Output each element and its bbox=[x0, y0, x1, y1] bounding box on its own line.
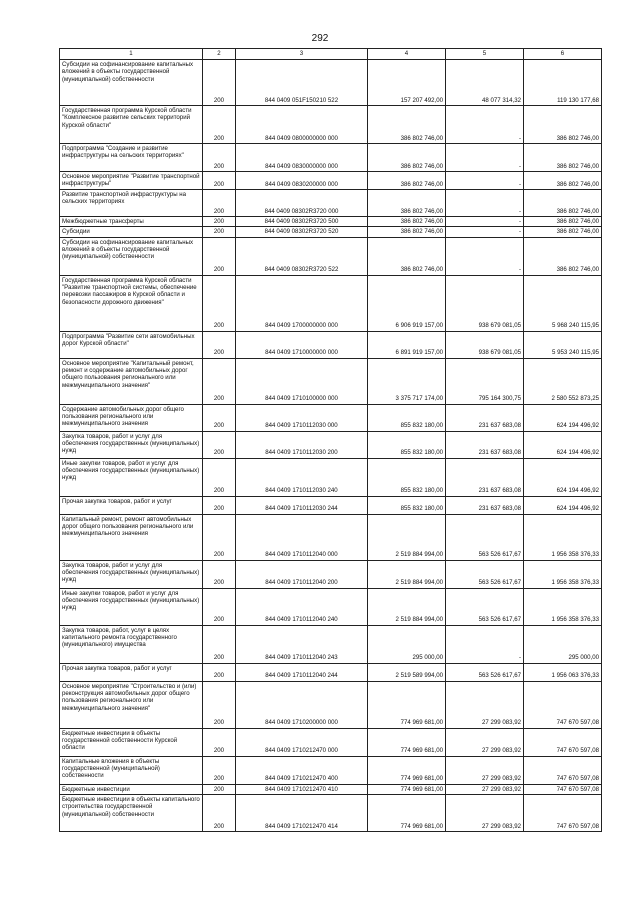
table-row bbox=[60, 190, 602, 217]
table-row bbox=[60, 514, 602, 560]
row-code-cell: 200 bbox=[203, 60, 236, 106]
row-approved-cell: 2 519 884 994,00 bbox=[368, 588, 446, 625]
row-approved-cell: 6 906 919 157,00 bbox=[368, 275, 446, 331]
table-row bbox=[60, 784, 602, 794]
row-remaining-cell: 5 968 240 115,95 bbox=[524, 275, 602, 331]
row-executed-cell: 48 077 314,32 bbox=[446, 60, 524, 106]
row-code-cell: 200 bbox=[203, 190, 236, 217]
row-classification-cell: 844 0409 1710212470 414 bbox=[236, 794, 368, 831]
row-remaining-cell: 119 130 177,68 bbox=[524, 60, 602, 106]
row-name-cell: Бюджетные инвестиции bbox=[60, 784, 203, 794]
row-code-cell: 200 bbox=[203, 217, 236, 227]
row-executed-cell: 231 637 683,08 bbox=[446, 431, 524, 458]
row-approved-cell: 6 891 919 157,00 bbox=[368, 331, 446, 358]
row-remaining-cell: 747 670 597,08 bbox=[524, 756, 602, 784]
row-name-cell: Основное мероприятие "Развитие транспортной инфраструктуры" bbox=[60, 172, 203, 190]
table-row bbox=[60, 794, 602, 831]
row-classification-cell: 844 0409 1710112040 240 bbox=[236, 588, 368, 625]
row-code-cell: 200 bbox=[203, 496, 236, 514]
table-row bbox=[60, 217, 602, 227]
row-name-cell: Подпрограмма "Создание и развитие инфраструктуры на сельских территориях" bbox=[60, 144, 203, 172]
table-row bbox=[60, 458, 602, 496]
row-executed-cell: 563 526 617,67 bbox=[446, 560, 524, 588]
row-classification-cell: 844 0409 1710112040 000 bbox=[236, 514, 368, 560]
row-name-cell: Иные закупки товаров, работ и услуг для обеспечения государственных (муниципальных) нужд bbox=[60, 588, 203, 625]
row-classification-cell: 844 0409 08302R3720 522 bbox=[236, 237, 368, 275]
row-name-cell: Прочая закупка товаров, работ и услуг bbox=[60, 496, 203, 514]
row-name-cell: Капитальный ремонт, ремонт автомобильных дорог общего пользования регионального или межмуниципального значения bbox=[60, 514, 203, 560]
row-name-cell: Государственная программа Курской области "Развитие транспортной системы, обеспечение перевозки пассажиров в Курской области и безопасности дорожного движения" bbox=[60, 275, 203, 331]
row-name-cell: Бюджетные инвестиции в объекты капитального строительства государственной (муниципальной) собственности bbox=[60, 794, 203, 831]
row-name-cell: Прочая закупка товаров, работ и услуг bbox=[60, 663, 203, 681]
row-approved-cell: 774 969 681,00 bbox=[368, 756, 446, 784]
row-code-cell: 200 bbox=[203, 514, 236, 560]
row-code-cell: 200 bbox=[203, 358, 236, 404]
table-row bbox=[60, 358, 602, 404]
row-remaining-cell: 624 194 496,92 bbox=[524, 404, 602, 431]
row-executed-cell: 563 526 617,67 bbox=[446, 514, 524, 560]
header-cell-5: 5 bbox=[446, 49, 524, 60]
row-code-cell: 200 bbox=[203, 784, 236, 794]
row-code-cell: 200 bbox=[203, 237, 236, 275]
row-executed-cell: 27 299 083,92 bbox=[446, 794, 524, 831]
row-name-cell: Закупка товаров, работ и услуг для обеспечения государственных (муниципальных) нужд bbox=[60, 431, 203, 458]
row-remaining-cell: 624 194 496,92 bbox=[524, 496, 602, 514]
table-row bbox=[60, 106, 602, 144]
row-classification-cell: 844 0409 1710212470 410 bbox=[236, 784, 368, 794]
row-approved-cell: 855 832 180,00 bbox=[368, 404, 446, 431]
row-executed-cell: 795 164 300,75 bbox=[446, 358, 524, 404]
row-classification-cell: 844 0409 1710212470 400 bbox=[236, 756, 368, 784]
row-executed-cell: - bbox=[446, 237, 524, 275]
row-remaining-cell: 1 956 358 376,33 bbox=[524, 560, 602, 588]
row-code-cell: 200 bbox=[203, 625, 236, 663]
table-row bbox=[60, 560, 602, 588]
row-code-cell: 200 bbox=[203, 681, 236, 728]
row-code-cell: 200 bbox=[203, 275, 236, 331]
row-approved-cell: 855 832 180,00 bbox=[368, 496, 446, 514]
row-approved-cell: 386 802 746,00 bbox=[368, 106, 446, 144]
row-remaining-cell: 386 802 746,00 bbox=[524, 106, 602, 144]
table-row bbox=[60, 588, 602, 625]
row-approved-cell: 774 969 681,00 bbox=[368, 784, 446, 794]
row-remaining-cell: 386 802 746,00 bbox=[524, 190, 602, 217]
table-row bbox=[60, 431, 602, 458]
row-approved-cell: 855 832 180,00 bbox=[368, 431, 446, 458]
row-remaining-cell: 386 802 746,00 bbox=[524, 237, 602, 275]
row-classification-cell: 844 0409 1710112030 000 bbox=[236, 404, 368, 431]
row-classification-cell: 844 0409 1710000000 000 bbox=[236, 331, 368, 358]
table-row bbox=[60, 172, 602, 190]
row-code-cell: 200 bbox=[203, 106, 236, 144]
budget-execution-table bbox=[59, 48, 602, 832]
row-code-cell: 200 bbox=[203, 794, 236, 831]
row-executed-cell: 27 299 083,92 bbox=[446, 681, 524, 728]
row-remaining-cell: 386 802 746,00 bbox=[524, 217, 602, 227]
table-row bbox=[60, 756, 602, 784]
row-remaining-cell: 747 670 597,08 bbox=[524, 728, 602, 756]
row-code-cell: 200 bbox=[203, 560, 236, 588]
row-approved-cell: 2 519 884 994,00 bbox=[368, 514, 446, 560]
row-classification-cell: 844 0409 1710112040 244 bbox=[236, 663, 368, 681]
row-classification-cell: 844 0409 08302R3720 500 bbox=[236, 217, 368, 227]
row-name-cell: Государственная программа Курской области "Комплексное развитие сельских территорий Курской области" bbox=[60, 106, 203, 144]
page-number: 292 bbox=[311, 33, 329, 44]
row-name-cell: Капитальные вложения в объекты государственной (муниципальной) собственности bbox=[60, 756, 203, 784]
row-name-cell: Содержание автомобильных дорог общего пользования регионального или межмуниципального значения bbox=[60, 404, 203, 431]
header-cell-1: 1 bbox=[60, 49, 203, 60]
row-code-cell: 200 bbox=[203, 458, 236, 496]
row-approved-cell: 386 802 746,00 bbox=[368, 144, 446, 172]
row-remaining-cell: 747 670 597,08 bbox=[524, 681, 602, 728]
row-name-cell: Закупка товаров, работ, услуг в целях капитального ремонта государственного (муниципального) имущества bbox=[60, 625, 203, 663]
row-code-cell: 200 bbox=[203, 431, 236, 458]
row-classification-cell: 844 0409 08302R3720 520 bbox=[236, 227, 368, 237]
row-classification-cell: 844 0409 1710100000 000 bbox=[236, 358, 368, 404]
header-cell-6: 6 bbox=[524, 49, 602, 60]
row-approved-cell: 386 802 746,00 bbox=[368, 217, 446, 227]
row-classification-cell: 844 0409 1710112040 200 bbox=[236, 560, 368, 588]
row-classification-cell: 844 0409 1700000000 000 bbox=[236, 275, 368, 331]
row-remaining-cell: 1 956 358 376,33 bbox=[524, 514, 602, 560]
table-row bbox=[60, 728, 602, 756]
header-cell-2: 2 bbox=[203, 49, 236, 60]
row-name-cell: Субсидии на софинансирование капитальных вложений в объекты государственной (муниципальной) собственности bbox=[60, 60, 203, 106]
row-code-cell: 200 bbox=[203, 227, 236, 237]
row-executed-cell: - bbox=[446, 217, 524, 227]
row-name-cell: Развитие транспортной инфраструктуры на сельских территориях bbox=[60, 190, 203, 217]
row-name-cell: Иные закупки товаров, работ и услуг для обеспечения государственных (муниципальных) нужд bbox=[60, 458, 203, 496]
table-row bbox=[60, 681, 602, 728]
row-approved-cell: 2 519 884 994,00 bbox=[368, 560, 446, 588]
row-executed-cell: - bbox=[446, 227, 524, 237]
row-approved-cell: 386 802 746,00 bbox=[368, 190, 446, 217]
row-remaining-cell: 624 194 496,92 bbox=[524, 431, 602, 458]
row-executed-cell: - bbox=[446, 190, 524, 217]
row-approved-cell: 295 000,00 bbox=[368, 625, 446, 663]
row-approved-cell: 774 969 681,00 bbox=[368, 728, 446, 756]
row-name-cell: Закупка товаров, работ и услуг для обеспечения государственных (муниципальных) нужд bbox=[60, 560, 203, 588]
table-row bbox=[60, 275, 602, 331]
table-row bbox=[60, 625, 602, 663]
row-code-cell: 200 bbox=[203, 663, 236, 681]
row-name-cell: Основное мероприятие "Капитальный ремонт, ремонт и содержание автомобильных дорог общего пользования регионального или межмуниципального значения" bbox=[60, 358, 203, 404]
row-executed-cell: - bbox=[446, 106, 524, 144]
row-approved-cell: 386 802 746,00 bbox=[368, 172, 446, 190]
row-approved-cell: 386 802 746,00 bbox=[368, 227, 446, 237]
row-remaining-cell: 1 956 358 376,33 bbox=[524, 588, 602, 625]
row-classification-cell: 844 0409 08302R3720 000 bbox=[236, 190, 368, 217]
row-name-cell: Подпрограмма "Развитие сети автомобильных дорог Курской области" bbox=[60, 331, 203, 358]
row-name-cell: Межбюджетные трансферты bbox=[60, 217, 203, 227]
row-executed-cell: 938 679 081,05 bbox=[446, 275, 524, 331]
row-approved-cell: 774 969 681,00 bbox=[368, 794, 446, 831]
header-cell-3: 3 bbox=[236, 49, 368, 60]
row-executed-cell: 27 299 083,92 bbox=[446, 756, 524, 784]
header-cell-4: 4 bbox=[368, 49, 446, 60]
row-executed-cell: - bbox=[446, 172, 524, 190]
row-remaining-cell: 295 000,00 bbox=[524, 625, 602, 663]
row-code-cell: 200 bbox=[203, 331, 236, 358]
row-remaining-cell: 386 802 746,00 bbox=[524, 172, 602, 190]
row-executed-cell: 27 299 083,92 bbox=[446, 728, 524, 756]
row-approved-cell: 2 519 589 994,00 bbox=[368, 663, 446, 681]
row-code-cell: 200 bbox=[203, 588, 236, 625]
row-name-cell: Основное мероприятие "Строительство и (или) реконструкция автомобильных дорог общего пользования регионального или межмуниципального значения" bbox=[60, 681, 203, 728]
row-executed-cell: 563 526 617,67 bbox=[446, 588, 524, 625]
row-executed-cell: 231 637 683,08 bbox=[446, 458, 524, 496]
table-row bbox=[60, 331, 602, 358]
row-code-cell: 200 bbox=[203, 728, 236, 756]
row-classification-cell: 844 0409 1710212470 000 bbox=[236, 728, 368, 756]
row-name-cell: Бюджетные инвестиции в объекты государственной собственности Курской области bbox=[60, 728, 203, 756]
row-classification-cell: 844 0409 1710200000 000 bbox=[236, 681, 368, 728]
row-code-cell: 200 bbox=[203, 144, 236, 172]
row-classification-cell: 844 0409 1710112040 243 bbox=[236, 625, 368, 663]
row-executed-cell: - bbox=[446, 625, 524, 663]
row-remaining-cell: 386 802 746,00 bbox=[524, 144, 602, 172]
row-executed-cell: 27 299 083,92 bbox=[446, 784, 524, 794]
row-code-cell: 200 bbox=[203, 404, 236, 431]
table-row bbox=[60, 496, 602, 514]
row-approved-cell: 774 969 681,00 bbox=[368, 681, 446, 728]
row-name-cell: Субсидии bbox=[60, 227, 203, 237]
row-remaining-cell: 747 670 597,08 bbox=[524, 794, 602, 831]
row-remaining-cell: 386 802 746,00 bbox=[524, 227, 602, 237]
row-remaining-cell: 5 953 240 115,95 bbox=[524, 331, 602, 358]
table-header-row bbox=[60, 49, 602, 60]
row-classification-cell: 844 0409 1710112030 244 bbox=[236, 496, 368, 514]
row-classification-cell: 844 0409 1710112030 200 bbox=[236, 431, 368, 458]
table-row bbox=[60, 60, 602, 106]
row-executed-cell: 938 679 081,05 bbox=[446, 331, 524, 358]
row-code-cell: 200 bbox=[203, 756, 236, 784]
row-classification-cell: 844 0409 1710112030 240 bbox=[236, 458, 368, 496]
row-remaining-cell: 624 194 496,92 bbox=[524, 458, 602, 496]
row-approved-cell: 157 207 492,00 bbox=[368, 60, 446, 106]
row-executed-cell: 563 526 617,67 bbox=[446, 663, 524, 681]
row-remaining-cell: 747 670 597,08 bbox=[524, 784, 602, 794]
table-row bbox=[60, 227, 602, 237]
row-name-cell: Субсидии на софинансирование капитальных вложений в объекты государственной (муниципальной) собственности bbox=[60, 237, 203, 275]
row-executed-cell: - bbox=[446, 144, 524, 172]
table-row bbox=[60, 404, 602, 431]
table-row bbox=[60, 144, 602, 172]
row-approved-cell: 855 832 180,00 bbox=[368, 458, 446, 496]
table-row bbox=[60, 237, 602, 275]
row-approved-cell: 3 375 717 174,00 bbox=[368, 358, 446, 404]
table-row bbox=[60, 663, 602, 681]
row-classification-cell: 844 0409 0830200000 000 bbox=[236, 172, 368, 190]
row-classification-cell: 844 0409 0830000000 000 bbox=[236, 144, 368, 172]
row-executed-cell: 231 637 683,08 bbox=[446, 404, 524, 431]
row-approved-cell: 386 802 746,00 bbox=[368, 237, 446, 275]
row-classification-cell: 844 0409 0800000000 000 bbox=[236, 106, 368, 144]
row-classification-cell: 844 0409 051F150210 522 bbox=[236, 60, 368, 106]
row-remaining-cell: 1 956 063 376,33 bbox=[524, 663, 602, 681]
row-executed-cell: 231 637 683,08 bbox=[446, 496, 524, 514]
row-code-cell: 200 bbox=[203, 172, 236, 190]
row-remaining-cell: 2 580 552 873,25 bbox=[524, 358, 602, 404]
